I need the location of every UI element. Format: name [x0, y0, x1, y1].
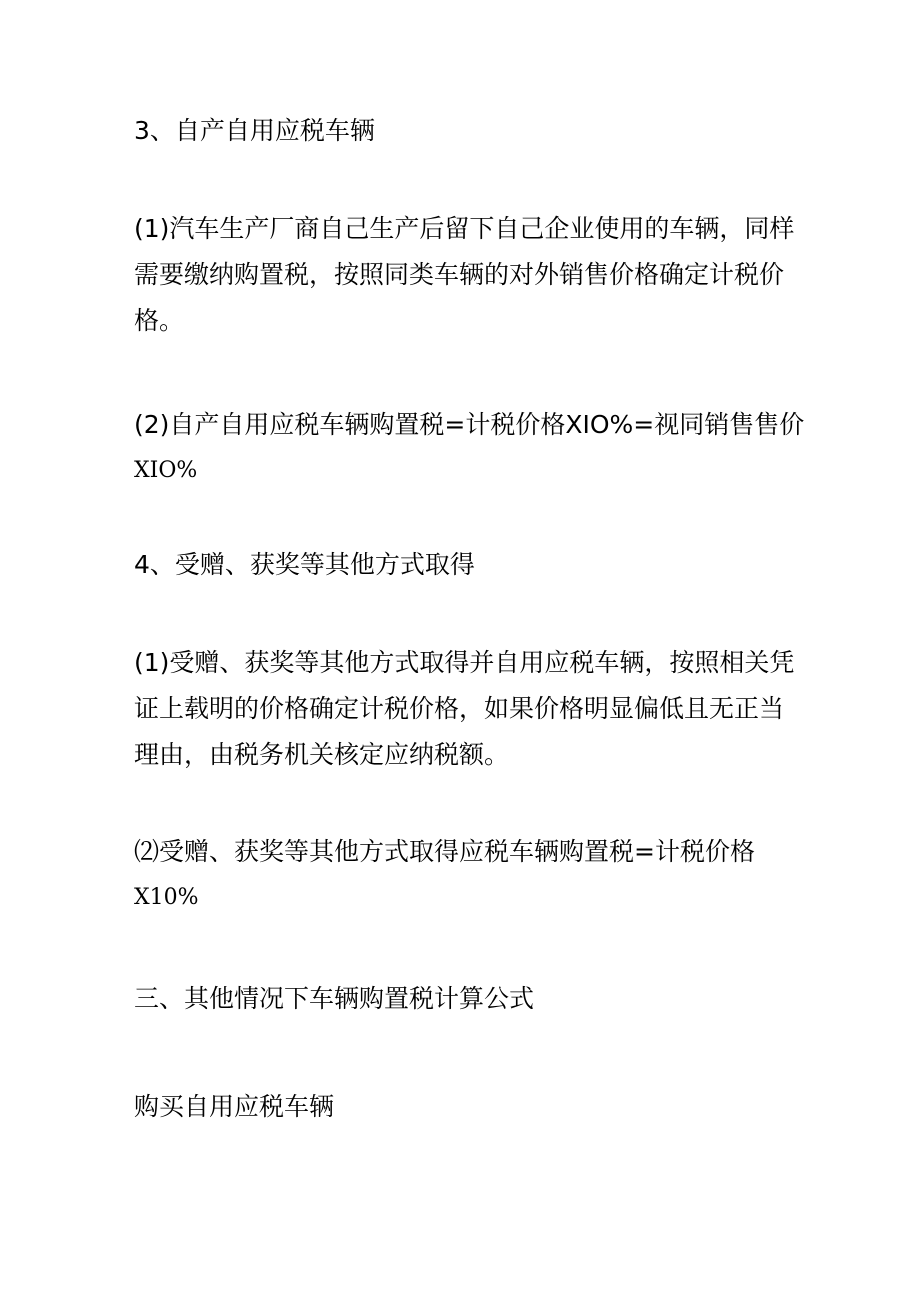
- heading-text: 4、受赠、获奖等其他方式取得: [134, 550, 475, 579]
- paragraph-line: (1)受赠、获奖等其他方式取得并自用应税车辆，按照相关凭: [134, 648, 795, 677]
- subheading-purchase-self-use: [134, 1084, 790, 1130]
- paragraph-line: XIO%: [134, 458, 198, 483]
- section-heading-4: [134, 542, 790, 588]
- paragraph-line: 需要缴纳购置税，按照同类车辆的对外销售价格确定计税价: [134, 260, 785, 289]
- heading-text: 三、其他情况下车辆购置税计算公式: [134, 984, 535, 1013]
- paragraph-line: 理由，由税务机关核定应纳税额。: [134, 740, 510, 769]
- heading-text: 3、自产自用应税车辆: [134, 116, 375, 145]
- paragraph-line: 证上载明的价格确定计税价格，如果价格明显偏低且无正当: [134, 694, 785, 723]
- paragraph-4-2: [134, 829, 790, 921]
- paragraph-line: ⑵受赠、获奖等其他方式取得应税车辆购置税=计税价格: [134, 837, 755, 866]
- paragraph-line: 格。: [134, 306, 185, 335]
- section-heading-3-other: [134, 976, 790, 1022]
- heading-text: 购买自用应税车辆: [134, 1092, 335, 1121]
- paragraph-line: X10%: [134, 885, 199, 910]
- paragraph-3-1: [134, 206, 795, 344]
- paragraph-line: (1)汽车生产厂商自己生产后留下自己企业使用的车辆，同样: [134, 214, 795, 243]
- paragraph-3-2: [134, 402, 805, 494]
- paragraph-4-1: [134, 640, 795, 778]
- section-heading-3: [134, 108, 790, 154]
- paragraph-line: (2)自产自用应税车辆购置税=计税价格XIO%=视同销售售价: [134, 410, 805, 439]
